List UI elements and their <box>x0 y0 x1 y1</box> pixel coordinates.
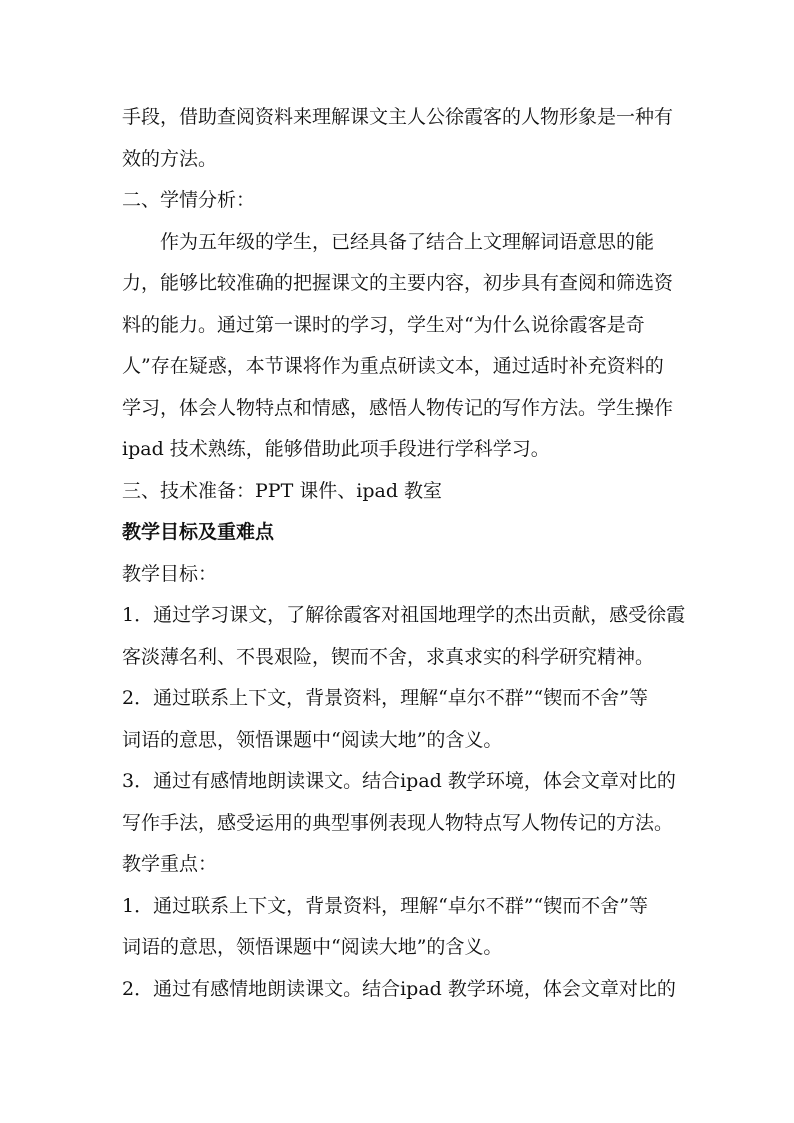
text-line: 手段，借助查阅资料来理解课文主人公徐霞客的人物形象是一种有 <box>122 106 674 128</box>
text-line: 学习，体会人物特点和情感，感悟人物传记的写作方法。学生操作 <box>122 396 674 419</box>
list-item: 2．通过有感情地朗读课文。结合ipad 教学环境，体会文章对比的 <box>122 977 676 1000</box>
subheading: 教学重点： <box>122 853 218 875</box>
list-item: 2．通过联系上下文，背景资料，理解“卓尔不群”“锲而不舍”等 <box>122 687 648 709</box>
paragraph-first-line: 作为五年级的学生，已经具备了结合上文理解词语意思的能 <box>160 230 655 253</box>
text-line: 词语的意思，领悟课题中“阅读大地”的含义。 <box>122 728 503 751</box>
subheading: 教学目标： <box>122 562 218 585</box>
list-item: 3．通过有感情地朗读课文。结合ipad 教学环境，体会文章对比的 <box>122 770 676 792</box>
section-heading: 二、学情分析： <box>122 189 256 211</box>
text-line: 词语的意思，领悟课题中“阅读大地”的含义。 <box>122 936 503 958</box>
section-heading: 三、技术准备：PPT 课件、ipad 教室 <box>122 479 443 502</box>
list-item: 1．通过学习课文，了解徐霞客对祖国地理学的杰出贡献，感受徐霞 <box>122 604 686 626</box>
text-line: 力，能够比较准确的把握课文的主要内容，初步具有查阅和筛选资 <box>122 272 674 294</box>
text-line: ipad 技术熟练，能够借助此项手段进行学科学习。 <box>122 438 550 460</box>
bold-heading: 教学目标及重难点 <box>122 521 275 543</box>
text-line: 人”存在疑惑，本节课将作为重点研读文本，通过适时补充资料的 <box>122 355 664 377</box>
text-line: 写作手法，感受运用的典型事例表现人物特点写人物传记的方法。 <box>122 811 674 834</box>
list-item: 1．通过联系上下文，背景资料，理解“卓尔不群”“锲而不舍”等 <box>122 894 648 917</box>
document-body <box>122 97 686 1010</box>
text-line: 客淡薄名利、不畏艰险，锲而不舍，求真求实的科学研究精神。 <box>122 645 655 668</box>
text-line: 效的方法。 <box>122 147 218 170</box>
text-line: 料的能力。通过第一课时的学习，学生对“为什么说徐霞客是奇 <box>122 313 645 336</box>
